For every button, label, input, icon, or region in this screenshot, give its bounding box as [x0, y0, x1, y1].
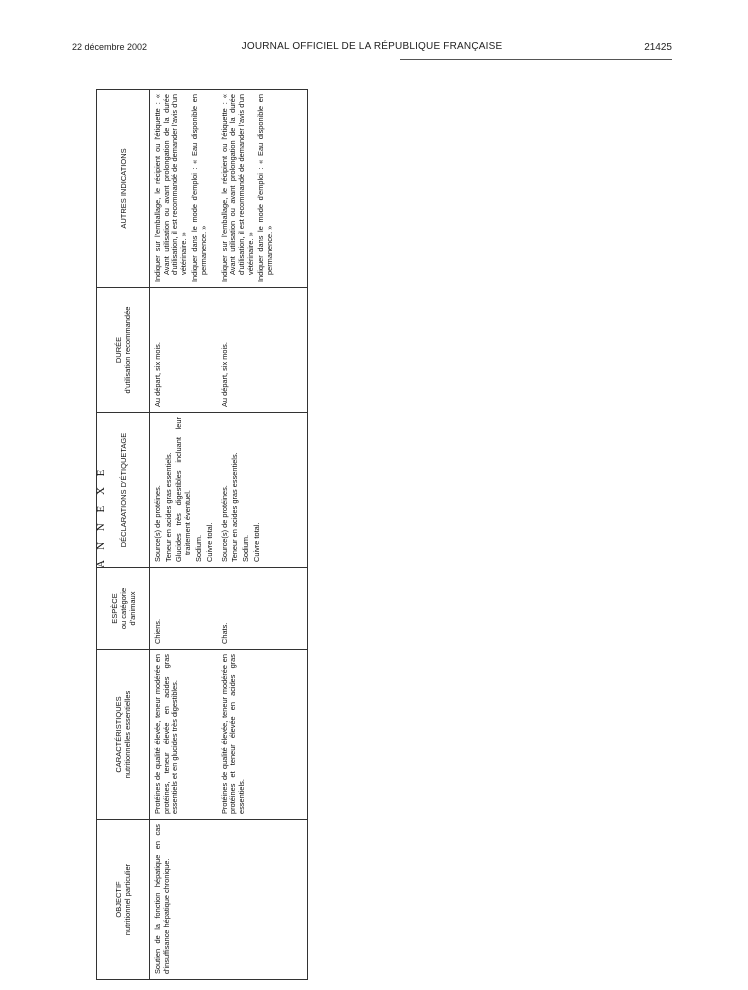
cell-declarations: [150, 413, 218, 568]
column-header-espece: ESPÈCE ou catégorie d'animaux: [97, 568, 150, 650]
table-row: [150, 90, 218, 980]
header-date: 22 décembre 2002: [72, 42, 148, 52]
column-header-declarations: DÉCLARATIONS D'ÉTIQUETAGE: [97, 413, 150, 568]
indication-line: Indiquer sur l'emballage, le récipient ou l'étiquette : « Avant utilisation ou avant prolongation de la durée d'utilisation, il est recommandé de demander l'avis d'un vétérinaire. »: [219, 94, 255, 282]
annexe-table: [96, 89, 308, 980]
table-row: [218, 90, 308, 980]
declaration-line: Source(s) de protéines.: [153, 485, 162, 562]
cell-autres: [150, 90, 218, 288]
indication-line: Indiquer sur l'emballage, le récipient ou l'étiquette : « Avant utilisation ou avant prolongation de la durée d'utilisation, il est recommandé de demander l'avis d'un vétérinaire. »: [153, 94, 189, 282]
cell-caracteristiques: Protéines de qualité élevée, teneur modérée en protéines et teneur élevée en acides gras essentiels.: [218, 650, 308, 820]
column-header-caracteristiques: CARACTÉRISTIQUES nutritionnelles essentielles: [97, 650, 150, 820]
column-header-duree: DURÉE d'utilisation recommandée: [97, 288, 150, 413]
cell-espece: Chats.: [218, 568, 308, 650]
declaration-line: Sodium.: [240, 534, 250, 562]
cell-duree: Au départ, six mois.: [218, 288, 308, 413]
column-header-autres: AUTRES INDICATIONS: [97, 90, 150, 288]
cell-declarations: [218, 413, 308, 568]
page-header: [72, 40, 672, 58]
indication-line: Indiquer dans le mode d'emploi : « Eau disponible en permanence. »: [189, 94, 208, 282]
annexe-label: A N N E X E: [95, 465, 107, 568]
indication-line: Indiquer dans le mode d'emploi : « Eau disponible en permanence. »: [256, 94, 275, 282]
declaration-line: Teneur en acides gras essentiels.: [230, 452, 240, 562]
declaration-line: Sodium.: [193, 534, 203, 562]
cell-caracteristiques: Protéines de qualité élevée, teneur modérée en protéines, teneur élevée en acides gras essentiels et en glucides très digestibles.: [150, 650, 218, 820]
declaration-line: Source(s) de protéines.: [219, 485, 229, 562]
page-number: 21425: [644, 42, 672, 53]
column-header-objectif: OBJECTIF nutritionnel particulier: [97, 820, 150, 980]
cell-duree: Au départ, six mois.: [150, 288, 218, 413]
cell-espece: Chiens.: [150, 568, 218, 650]
declaration-line: Cuivre total.: [204, 522, 214, 562]
header-rule: [400, 59, 672, 60]
annexe-table-container: [96, 90, 308, 980]
declaration-line: Cuivre total.: [251, 522, 261, 562]
table-header-row: [97, 90, 150, 980]
declaration-line: Teneur en acides gras essentiels.: [163, 452, 173, 562]
cell-objectif: [218, 820, 308, 980]
cell-autres: [218, 90, 308, 288]
declaration-line: Glucides très digestibles incluant leur traitement éventuel.: [174, 417, 193, 562]
journal-title: JOURNAL OFFICIEL DE LA RÉPUBLIQUE FRANÇAISE: [241, 41, 503, 52]
cell-objectif: Soutien de la fonction hépatique en cas d'insuffisance hépatique chronique.: [150, 820, 218, 980]
